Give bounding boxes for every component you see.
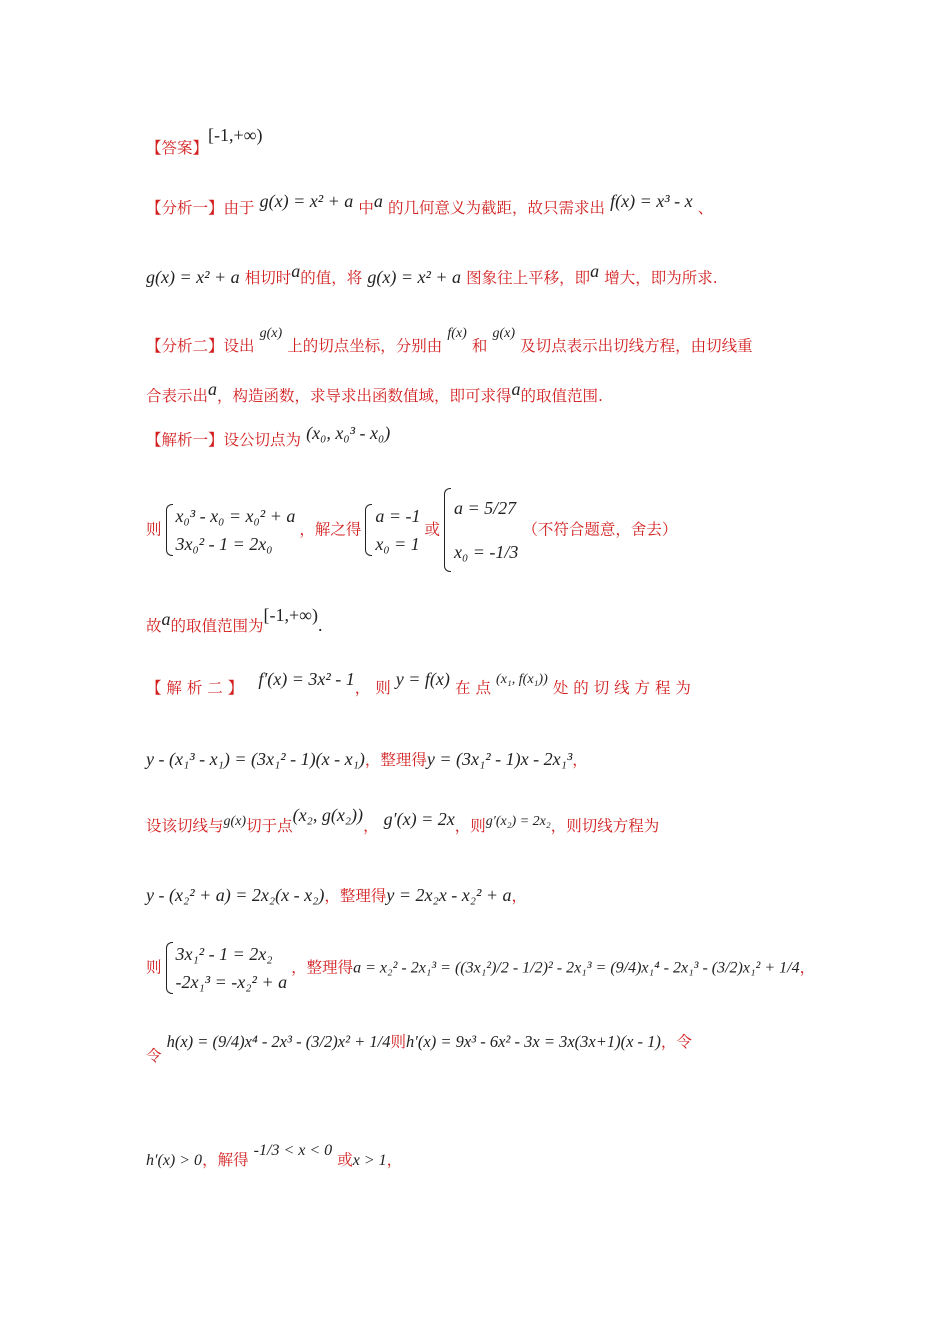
text: 和	[471, 337, 488, 355]
text: 、	[697, 199, 714, 217]
text: 设出	[223, 337, 255, 355]
solution1-line1	[146, 423, 391, 450]
tangent-eq-1-simplified: y = (3x₁² - 1)x - 2x₁³	[426, 749, 573, 769]
h-definition: h(x) = (9/4)x⁴ - 2x³ - (3/2)x² + 1/4	[166, 1032, 391, 1051]
solution2-line6	[146, 1030, 692, 1065]
text: ，	[572, 751, 588, 769]
var-a: a	[511, 379, 521, 399]
text: ，构造函数，求导求出函数值域，即可求得	[217, 387, 512, 405]
g-func: g(x)	[492, 326, 516, 341]
text: 及切点表示出切线方程，由切线重	[520, 337, 753, 355]
solution1-system	[146, 486, 677, 574]
var-a: a	[373, 191, 383, 211]
text: 则	[146, 520, 162, 539]
f-prime: f′(x) = 3x² - 1	[258, 669, 355, 689]
h-prime: h′(x) = 9x³ - 6x² - 3x = 3x(3x+1)(x - 1)	[406, 1032, 661, 1051]
text: 或	[424, 520, 441, 539]
g-definition: g(x) = x² + a	[367, 267, 462, 287]
text: ，	[363, 817, 379, 835]
text: ，解得	[202, 1151, 249, 1169]
answer-label: 【答案】	[146, 139, 209, 157]
var-a: a	[161, 609, 171, 629]
text: 相切时	[244, 269, 292, 287]
analysis2-line2	[146, 379, 603, 406]
g-func: g(x)	[259, 326, 283, 341]
tangent-eq-2: y - (x₂² + a) = 2x₂(x - x₂)	[146, 885, 325, 905]
analysis1-line2	[146, 261, 718, 288]
text: 上的切点坐标，分别由	[287, 337, 443, 355]
text: 则	[390, 1033, 407, 1051]
text: 或	[337, 1151, 353, 1169]
system-2	[166, 940, 288, 996]
point-x2: (x₂, g(x₂))	[292, 805, 364, 825]
f-func: f(x)	[447, 326, 467, 341]
solution-b	[444, 486, 518, 574]
g-definition: g(x) = x² + a	[146, 267, 240, 287]
y-eq-fx: y = f(x)	[395, 669, 450, 689]
analysis2-line1	[146, 326, 753, 356]
equation: -2x₁³ = -x₂² + a	[175, 972, 288, 992]
point-x1: (x₁, f(x₁))	[496, 672, 548, 687]
text: 切于点	[246, 817, 293, 835]
var-a: a	[590, 261, 600, 281]
text: 由于	[223, 199, 255, 217]
equation: x₀ = -1/3	[454, 542, 519, 562]
text: 合表示出	[146, 387, 209, 405]
text: ， 则	[354, 679, 391, 697]
h-prime-positive: h′(x) > 0	[146, 1152, 203, 1169]
text: ，则	[454, 817, 486, 835]
text: 设该切线与	[146, 817, 224, 835]
equation: 3x₁² - 1 = 2x₂	[175, 944, 273, 964]
range: [-1,+∞)	[263, 605, 318, 625]
var-a: a	[291, 261, 301, 281]
solution2-line3	[146, 805, 660, 836]
a-expression: a = x₂² - 2x₁³ = ((3x₁²)/2 - 1/2)² - 2x₁³ = (9/4)x₁⁴ - 2x₁³ - (3/2)x₁² + 1/4	[353, 959, 800, 977]
inequality-2: x > 1	[352, 1152, 387, 1169]
equation: x₀ = 1	[375, 534, 420, 554]
text: 则	[146, 958, 162, 977]
text: 设公切点为	[223, 431, 302, 449]
solution1-conclusion	[146, 605, 323, 636]
solution2-line2	[146, 748, 588, 770]
tangent-point: (x₀, x₀³ - x₀)	[306, 423, 391, 443]
text: ，	[386, 1151, 403, 1169]
solution-a	[365, 502, 420, 558]
text: 的值，将	[300, 269, 363, 287]
inequality-1: -1/3 < x < 0	[253, 1142, 333, 1159]
answer-line	[146, 125, 263, 158]
text: 中	[358, 199, 374, 217]
solution2-system	[146, 940, 815, 996]
g-prime: g′(x) = 2x	[383, 809, 455, 829]
solution2-line7	[146, 1142, 403, 1170]
system-1	[166, 502, 296, 558]
var-a: a	[208, 379, 218, 399]
analysis2-label: 【分析二】	[146, 337, 224, 355]
solution2-line4	[146, 884, 527, 906]
f-definition: f(x) = x³ - x	[610, 191, 693, 211]
analysis1-line1	[146, 191, 714, 218]
text: 令	[676, 1033, 692, 1051]
text: ，解之得	[299, 520, 362, 539]
g-func: g(x)	[223, 814, 247, 829]
solution2-line1	[146, 669, 691, 698]
equation: a = -1	[375, 506, 421, 526]
text: 的取值范围为	[170, 617, 264, 635]
solution2-label: 【 解 析 二 】	[146, 679, 244, 697]
text: 令	[146, 1047, 162, 1065]
answer-value: [-1,+∞)	[208, 125, 263, 145]
tangent-eq-2-simplified: y = 2x₂x - x₂² + a	[386, 885, 512, 905]
g-definition: g(x) = x² + a	[259, 191, 354, 211]
text: .	[318, 615, 323, 635]
tangent-eq-1: y - (x₁³ - x₁) = (3x₁² - 1)(x - x₁)	[146, 749, 365, 769]
text: 故	[146, 617, 162, 635]
text: ，整理得	[324, 887, 387, 905]
analysis1-label: 【分析一】	[146, 199, 224, 217]
text: ，	[660, 1033, 677, 1051]
text: ，	[799, 958, 816, 977]
equation: x₀³ - x₀ = x₀² + a	[175, 506, 296, 526]
text: ，整理得	[291, 958, 354, 977]
text: 的几何意义为截距，故只需求出	[387, 199, 605, 217]
text: ，则切线方程为	[550, 817, 660, 835]
equation: 3x₀² - 1 = 2x₀	[175, 534, 273, 554]
text: 的取值范围.	[520, 387, 603, 405]
text: 在 点	[455, 679, 491, 697]
g-prime-x2: g′(x₂) = 2x₂	[485, 814, 551, 829]
text: ，整理得	[364, 751, 427, 769]
equation: a = 5/27	[454, 498, 517, 518]
text: 增大，即为所求.	[604, 269, 718, 287]
text: 处 的 切 线 方 程 为	[552, 679, 691, 697]
text: 图象往上平移，即	[466, 269, 591, 287]
solution1-label: 【解析一】	[146, 431, 224, 449]
text: （不符合题意，舍去）	[522, 520, 678, 539]
text: ，	[511, 887, 528, 905]
